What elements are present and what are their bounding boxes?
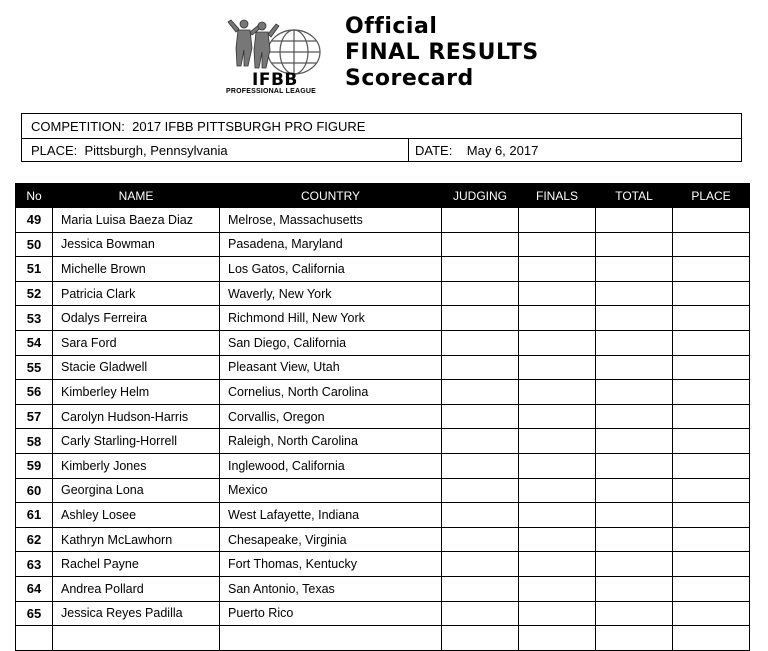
- column-header-place: PLACE: [673, 184, 750, 208]
- competitor-name: Jessica Bowman: [53, 232, 220, 257]
- total-score-cell: [596, 404, 673, 429]
- logo-subtitle: PROFESSIONAL LEAGUE: [226, 88, 317, 95]
- total-score-cell: [596, 330, 673, 355]
- competition-info-box: [21, 113, 742, 162]
- competitor-number: 51: [16, 257, 53, 282]
- competitor-name: Ashley Losee: [53, 503, 220, 528]
- finals-score-cell: [519, 626, 596, 651]
- competitor-number: 53: [16, 306, 53, 331]
- total-score-cell: [596, 208, 673, 233]
- title-line-3: Scorecard: [345, 66, 474, 91]
- place-value: Pittsburgh, Pennsylvania: [84, 143, 228, 158]
- place-cell: [673, 208, 750, 233]
- place-cell: [673, 281, 750, 306]
- competitor-country: Fort Thomas, Kentucky: [220, 552, 442, 577]
- total-score-cell: [596, 576, 673, 601]
- competitor-name: Rachel Payne: [53, 552, 220, 577]
- column-header-name: NAME: [53, 184, 220, 208]
- place-cell: [673, 576, 750, 601]
- place-date-row: [22, 139, 741, 162]
- judging-score-cell: [442, 380, 519, 405]
- total-score-cell: [596, 503, 673, 528]
- competitor-number: 65: [16, 601, 53, 626]
- finals-score-cell: [519, 503, 596, 528]
- competitor-name: Kimberley Helm: [53, 380, 220, 405]
- title-line-1: Official: [345, 14, 438, 39]
- finals-score-cell: [519, 601, 596, 626]
- total-score-cell: [596, 429, 673, 454]
- table-row: [16, 453, 750, 478]
- competitor-name: Stacie Gladwell: [53, 355, 220, 380]
- competitor-country: Inglewood, California: [220, 453, 442, 478]
- total-score-cell: [596, 527, 673, 552]
- competitor-country: Raleigh, North Carolina: [220, 429, 442, 454]
- competitor-country: Pasadena, Maryland: [220, 232, 442, 257]
- date-field: [415, 139, 538, 162]
- column-header-finals: FINALS: [519, 184, 596, 208]
- place-cell: [673, 355, 750, 380]
- place-cell: [673, 478, 750, 503]
- column-header-judging: JUDGING: [442, 184, 519, 208]
- table-row: [16, 330, 750, 355]
- competitor-number: 58: [16, 429, 53, 454]
- table-row: [16, 601, 750, 626]
- table-row: [16, 257, 750, 282]
- finals-score-cell: [519, 576, 596, 601]
- column-header-total: TOTAL: [596, 184, 673, 208]
- competitor-country: Chesapeake, Virginia: [220, 527, 442, 552]
- date-label: DATE:: [415, 143, 453, 158]
- place-cell: [673, 257, 750, 282]
- judging-score-cell: [442, 257, 519, 282]
- judging-score-cell: [442, 355, 519, 380]
- total-score-cell: [596, 453, 673, 478]
- finals-score-cell: [519, 429, 596, 454]
- competitor-name: Sara Ford: [53, 330, 220, 355]
- judging-score-cell: [442, 576, 519, 601]
- finals-score-cell: [519, 257, 596, 282]
- finals-score-cell: [519, 281, 596, 306]
- competitor-country: [220, 626, 442, 651]
- total-score-cell: [596, 355, 673, 380]
- total-score-cell: [596, 626, 673, 651]
- judging-score-cell: [442, 527, 519, 552]
- total-score-cell: [596, 257, 673, 282]
- judging-score-cell: [442, 306, 519, 331]
- table-row: [16, 478, 750, 503]
- judging-score-cell: [442, 478, 519, 503]
- competitor-country: Melrose, Massachusetts: [220, 208, 442, 233]
- logo-wordmark: IFBB: [252, 70, 298, 90]
- competitor-country: San Diego, California: [220, 330, 442, 355]
- competitor-country: Cornelius, North Carolina: [220, 380, 442, 405]
- column-header-no: No: [16, 184, 53, 208]
- place-cell: [673, 527, 750, 552]
- place-cell: [673, 429, 750, 454]
- total-score-cell: [596, 478, 673, 503]
- competitor-number: 60: [16, 478, 53, 503]
- total-score-cell: [596, 380, 673, 405]
- competition-label: COMPETITION:: [31, 118, 125, 134]
- judging-score-cell: [442, 429, 519, 454]
- place-cell: [673, 330, 750, 355]
- competitor-name: Michelle Brown: [53, 257, 220, 282]
- total-score-cell: [596, 281, 673, 306]
- table-row: [16, 527, 750, 552]
- competitor-name: Patricia Clark: [53, 281, 220, 306]
- competitor-number: [16, 626, 53, 651]
- judging-score-cell: [442, 281, 519, 306]
- place-cell: [673, 404, 750, 429]
- competition-value: 2017 IFBB PITTSBURGH PRO FIGURE: [132, 118, 366, 134]
- competitor-country: Puerto Rico: [220, 601, 442, 626]
- competitor-name: Jessica Reyes Padilla: [53, 601, 220, 626]
- column-header-country: COUNTRY: [220, 184, 442, 208]
- competitor-name: Carolyn Hudson-Harris: [53, 404, 220, 429]
- judging-score-cell: [442, 232, 519, 257]
- finals-score-cell: [519, 355, 596, 380]
- competitor-number: 50: [16, 232, 53, 257]
- place-cell: [673, 306, 750, 331]
- table-row: [16, 208, 750, 233]
- total-score-cell: [596, 601, 673, 626]
- place-cell: [673, 232, 750, 257]
- title-line-2: FINAL RESULTS: [345, 40, 539, 65]
- competitor-number: 49: [16, 208, 53, 233]
- competition-field: [31, 114, 365, 138]
- table-row: [16, 626, 750, 651]
- table-row: [16, 576, 750, 601]
- competitor-number: 63: [16, 552, 53, 577]
- finals-score-cell: [519, 404, 596, 429]
- judging-score-cell: [442, 208, 519, 233]
- finals-score-cell: [519, 527, 596, 552]
- competitor-country: Mexico: [220, 478, 442, 503]
- finals-score-cell: [519, 232, 596, 257]
- finals-score-cell: [519, 380, 596, 405]
- place-field: [31, 139, 228, 162]
- judging-score-cell: [442, 453, 519, 478]
- place-cell: [673, 503, 750, 528]
- judging-score-cell: [442, 552, 519, 577]
- finals-score-cell: [519, 330, 596, 355]
- competitor-name: Carly Starling-Horrell: [53, 429, 220, 454]
- table-row: [16, 552, 750, 577]
- competitor-name: Odalys Ferreira: [53, 306, 220, 331]
- results-table: [15, 183, 750, 651]
- competitor-number: 64: [16, 576, 53, 601]
- table-header-row: [16, 184, 750, 208]
- place-cell: [673, 552, 750, 577]
- place-cell: [673, 380, 750, 405]
- competitor-country: Waverly, New York: [220, 281, 442, 306]
- document-title: [345, 14, 539, 92]
- table-row: [16, 355, 750, 380]
- table-row: [16, 281, 750, 306]
- competitor-name: Kimberly Jones: [53, 453, 220, 478]
- competitor-number: 52: [16, 281, 53, 306]
- judging-score-cell: [442, 503, 519, 528]
- total-score-cell: [596, 306, 673, 331]
- competitor-number: 56: [16, 380, 53, 405]
- table-row: [16, 404, 750, 429]
- competitor-country: Corvallis, Oregon: [220, 404, 442, 429]
- competitor-country: West Lafayette, Indiana: [220, 503, 442, 528]
- place-label: PLACE:: [31, 143, 78, 158]
- competitor-name: [53, 626, 220, 651]
- total-score-cell: [596, 552, 673, 577]
- competitor-name: Georgina Lona: [53, 478, 220, 503]
- competitor-number: 57: [16, 404, 53, 429]
- finals-score-cell: [519, 552, 596, 577]
- competitor-name: Maria Luisa Baeza Diaz: [53, 208, 220, 233]
- competitor-country: Richmond Hill, New York: [220, 306, 442, 331]
- judging-score-cell: [442, 330, 519, 355]
- finals-score-cell: [519, 453, 596, 478]
- table-row: [16, 503, 750, 528]
- results-table-body: [16, 208, 750, 651]
- competitor-name: Andrea Pollard: [53, 576, 220, 601]
- total-score-cell: [596, 232, 673, 257]
- competitor-number: 59: [16, 453, 53, 478]
- place-cell: [673, 626, 750, 651]
- judging-score-cell: [442, 626, 519, 651]
- place-cell: [673, 601, 750, 626]
- competitor-country: Pleasant View, Utah: [220, 355, 442, 380]
- competitor-name: Kathryn McLawhorn: [53, 527, 220, 552]
- competitor-number: 54: [16, 330, 53, 355]
- finals-score-cell: [519, 306, 596, 331]
- table-row: [16, 380, 750, 405]
- judging-score-cell: [442, 601, 519, 626]
- judging-score-cell: [442, 404, 519, 429]
- scorecard-header: [0, 0, 768, 108]
- competitor-country: San Antonio, Texas: [220, 576, 442, 601]
- finals-score-cell: [519, 478, 596, 503]
- competition-row: [22, 114, 741, 139]
- date-value: May 6, 2017: [466, 143, 539, 158]
- competitor-number: 62: [16, 527, 53, 552]
- competitor-number: 55: [16, 355, 53, 380]
- table-row: [16, 232, 750, 257]
- table-row: [16, 306, 750, 331]
- finals-score-cell: [519, 208, 596, 233]
- competitor-number: 61: [16, 503, 53, 528]
- place-date-divider: [408, 139, 409, 162]
- place-cell: [673, 453, 750, 478]
- table-row: [16, 429, 750, 454]
- competitor-country: Los Gatos, California: [220, 257, 442, 282]
